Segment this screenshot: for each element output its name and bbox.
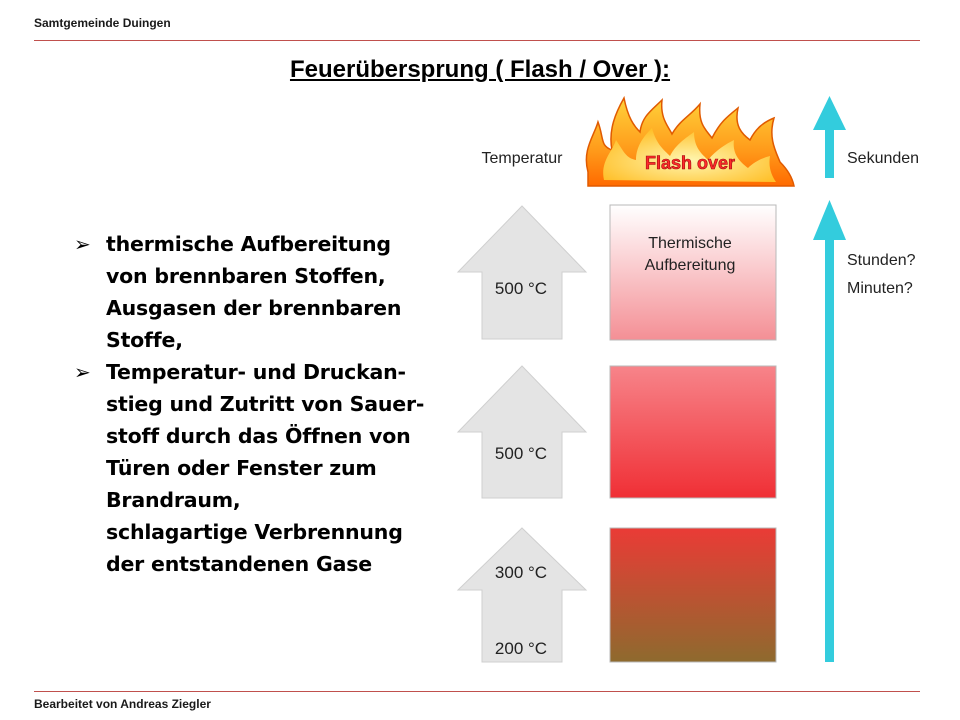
- bullet-line: Ausgasen der brennbaren: [106, 296, 402, 320]
- time-arrow-upper: [813, 96, 846, 178]
- arrow-label-middle: 500 °C: [494, 444, 548, 463]
- temperature-arrow-top: [458, 206, 586, 339]
- hours-label: Stunden?: [847, 252, 916, 269]
- flash-over-label: Flash over: [644, 153, 736, 173]
- bullet-line: Stoffe,: [106, 328, 183, 352]
- temperature-arrow-middle: [458, 366, 586, 498]
- arrow-bullet-icon: ➢: [74, 360, 91, 384]
- temperature-label: Temperatur: [481, 150, 563, 167]
- time-arrow-lower: [813, 200, 846, 662]
- bullet-line: schlagartige Verbrennung: [106, 520, 403, 544]
- bullet-line: von brennbaren Stoffen,: [106, 264, 386, 288]
- bullet-line: stoff durch das Öffnen von: [106, 424, 411, 448]
- arrow-label-bottom-upper: 300 °C: [494, 563, 548, 582]
- footer-author: Bearbeitet von Andreas Ziegler: [34, 697, 211, 711]
- arrow-bullet-icon: ➢: [74, 232, 91, 256]
- stage-box-middle: [610, 366, 776, 498]
- bullet-line: Temperatur- und Druckan-: [106, 360, 406, 384]
- bullet-line: der entstandenen Gase: [106, 552, 372, 576]
- header-organization: Samtgemeinde Duingen: [34, 16, 171, 30]
- bullet-line: Türen oder Fenster zum: [106, 456, 377, 480]
- stage-label-line1: Thermische: [648, 235, 732, 252]
- arrow-label-bottom-lower: 200 °C: [494, 639, 548, 658]
- seconds-label: Sekunden: [847, 150, 920, 167]
- bullet-line: stieg und Zutritt von Sauer-: [106, 392, 425, 416]
- bullet-line: Brandraum,: [106, 488, 241, 512]
- minutes-label: Minuten?: [847, 280, 913, 297]
- stage-label-line2: Aufbereitung: [644, 257, 736, 274]
- stage-box-bottom: [610, 528, 776, 662]
- bullet-line: thermische Aufbereitung: [106, 232, 391, 256]
- footer-divider: [34, 691, 920, 692]
- page-title: Feuerübersprung ( Flash / Over ):: [289, 56, 671, 83]
- arrow-label-top: 500 °C: [494, 279, 548, 298]
